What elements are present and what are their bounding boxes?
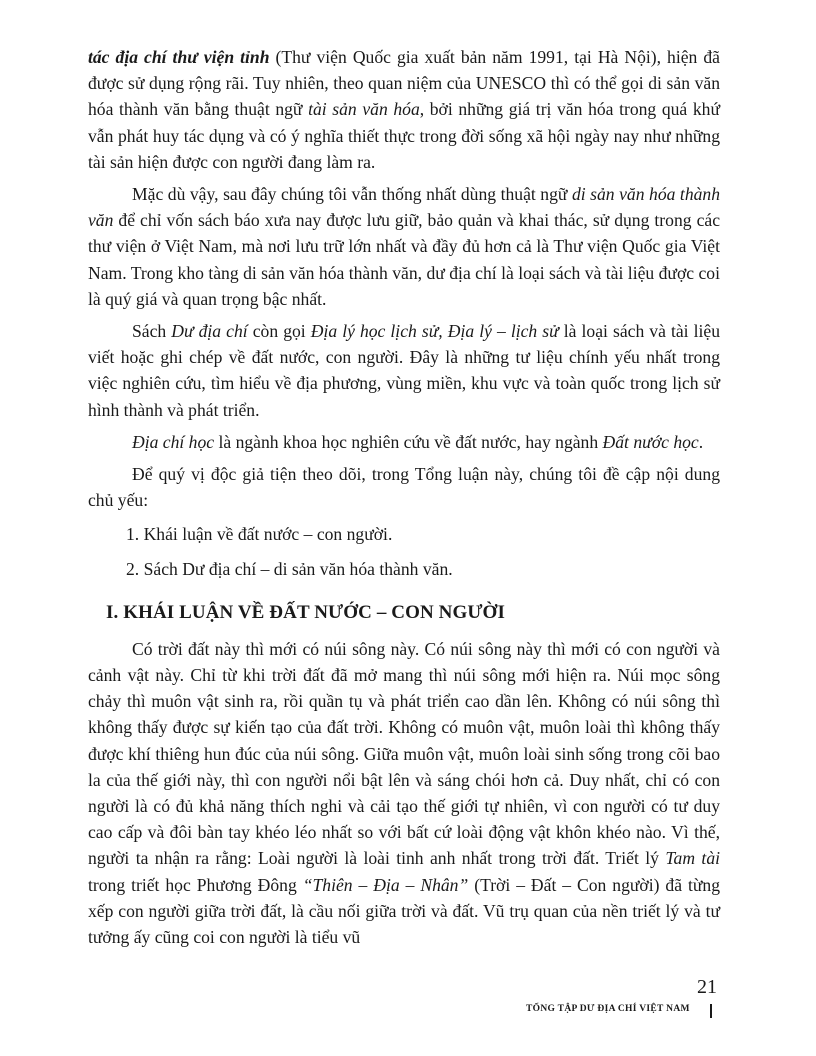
paragraph-du-dia-chi: Sách Dư địa chí còn gọi Địa lý học lịch sử, Địa lý – lịch sử là loại sách và tài liệu viết hoặc ghi chép về đất nước, con người. Đây là những tư liệu chính yếu nhất trong việc nghiên cứu, tìm hiểu về địa phương, vùng miền, khu vực và toàn quốc trong lịch sử hình thành và phát triển. — [88, 321, 720, 420]
list-item: 1. Khái luận về đất nước – con người. — [126, 524, 393, 545]
paragraph-dia-chi-hoc: Địa chí học là ngành khoa học nghiên cứu về đất nước, hay ngành Đất nước học. — [132, 431, 704, 452]
section-heading: I. KHÁI LUẬN VỀ ĐẤT NƯỚC – CON NGƯỜI — [106, 601, 505, 623]
italic-term: di sản văn hóa thành văn — [88, 184, 721, 231]
italic-term: Dư địa chí — [171, 321, 248, 342]
content-list — [88, 521, 720, 581]
italic-term: Địa lý học lịch sử, Địa lý – lịch sử — [310, 321, 559, 342]
page-body — [88, 44, 720, 950]
page-number-rule — [710, 1004, 712, 1018]
italic-term: tài sản văn hóa — [308, 99, 420, 120]
italic-term: Đất nước học — [602, 431, 699, 452]
running-footer: TỔNG TẬP DƯ ĐỊA CHÍ VIỆT NAM — [526, 1004, 690, 1014]
list-item: 2. Sách Dư địa chí – di sản văn hóa thành văn. — [126, 558, 453, 579]
paragraph-terminology: Mặc dù vậy, sau đây chúng tôi vẫn thống nhất dùng thuật ngữ di sản văn hóa thành văn để chỉ vốn sách báo xưa nay được lưu giữ, bảo quản và khai thác, sử dụng trong các thư viện ở Việt Nam, mà nơi lưu trữ lớn nhất và đầy đủ hơn cả là Thư viện Quốc gia Việt Nam. Trong kho tàng di sản văn hóa thành văn, dư địa chí là loại sách và tài liệu được coi là quý giá và quan trọng bậc nhất. — [88, 184, 721, 309]
italic-term: Địa chí học — [132, 431, 215, 452]
paragraph-intro-continuation: tác địa chí thư viện tỉnh (Thư viện Quốc gia xuất bản năm 1991, tại Hà Nội), hiện đã được sử dụng rộng rãi. Tuy nhiên, theo quan niệm của UNESCO thì có thể gọi di sản văn hóa thành văn bằng thuật ngữ tài sản văn hóa, bởi những giá trị văn hóa trong quá khứ vẫn phát huy tác dụng và có ý nghĩa thiết thực trong đời sống xã hội ngày nay như những tài sản hiện được con người đang làm ra. — [88, 47, 720, 172]
italic-term: Tam tài — [665, 848, 720, 869]
italic-quote: “Thiên – Địa – Nhân” — [302, 874, 469, 895]
paragraph-section-body: Có trời đất này thì mới có núi sông này. Có núi sông này thì mới có con người và cảnh vật này. Chỉ từ khi trời đất đã mở mang thì núi sông mới hiện ra. Núi mọc sông chảy thì muôn vật sinh ra, rồi quần tụ và phát triển cao dần lên. Không có núi sông thì không thấy được sự kiến tạo của đất trời. Không có muôn vật, muôn loài thì không thấy được khí thiêng hun đúc của núi sông. Giữa muôn vật, muôn loài sinh sống trong cõi bao la của thế giới này, thì con người nổi bật lên và sáng chói hơn cả. Duy nhất, chỉ có con người là có đủ khả năng thích nghi và cải tạo thế giới tự nhiên, vì con người có tư duy cao cấp và đôi bàn tay khéo léo nhất so với bất cứ loài động vật khôn khéo nào. Vì thế, người ta nhận ra rằng: Loài người là loài tinh anh nhất trong trời đất. Triết lý Tam tài trong triết học Phương Đông “Thiên – Địa – Nhân” (Trời – Đất – Con người) đã từng xếp con người giữa trời đất, là cầu nối giữa trời và đất. Vũ trụ quan của nền triết lý và tư tưởng ấy cũng coi con người là tiểu vũ — [88, 638, 720, 948]
paragraph-overview: Để quý vị độc giả tiện theo dõi, trong Tổng luận này, chúng tôi đề cập nội dung chủ yếu: — [88, 464, 720, 511]
page-number: 21 — [697, 976, 717, 998]
italic-title: tác địa chí thư viện tỉnh — [88, 47, 270, 67]
